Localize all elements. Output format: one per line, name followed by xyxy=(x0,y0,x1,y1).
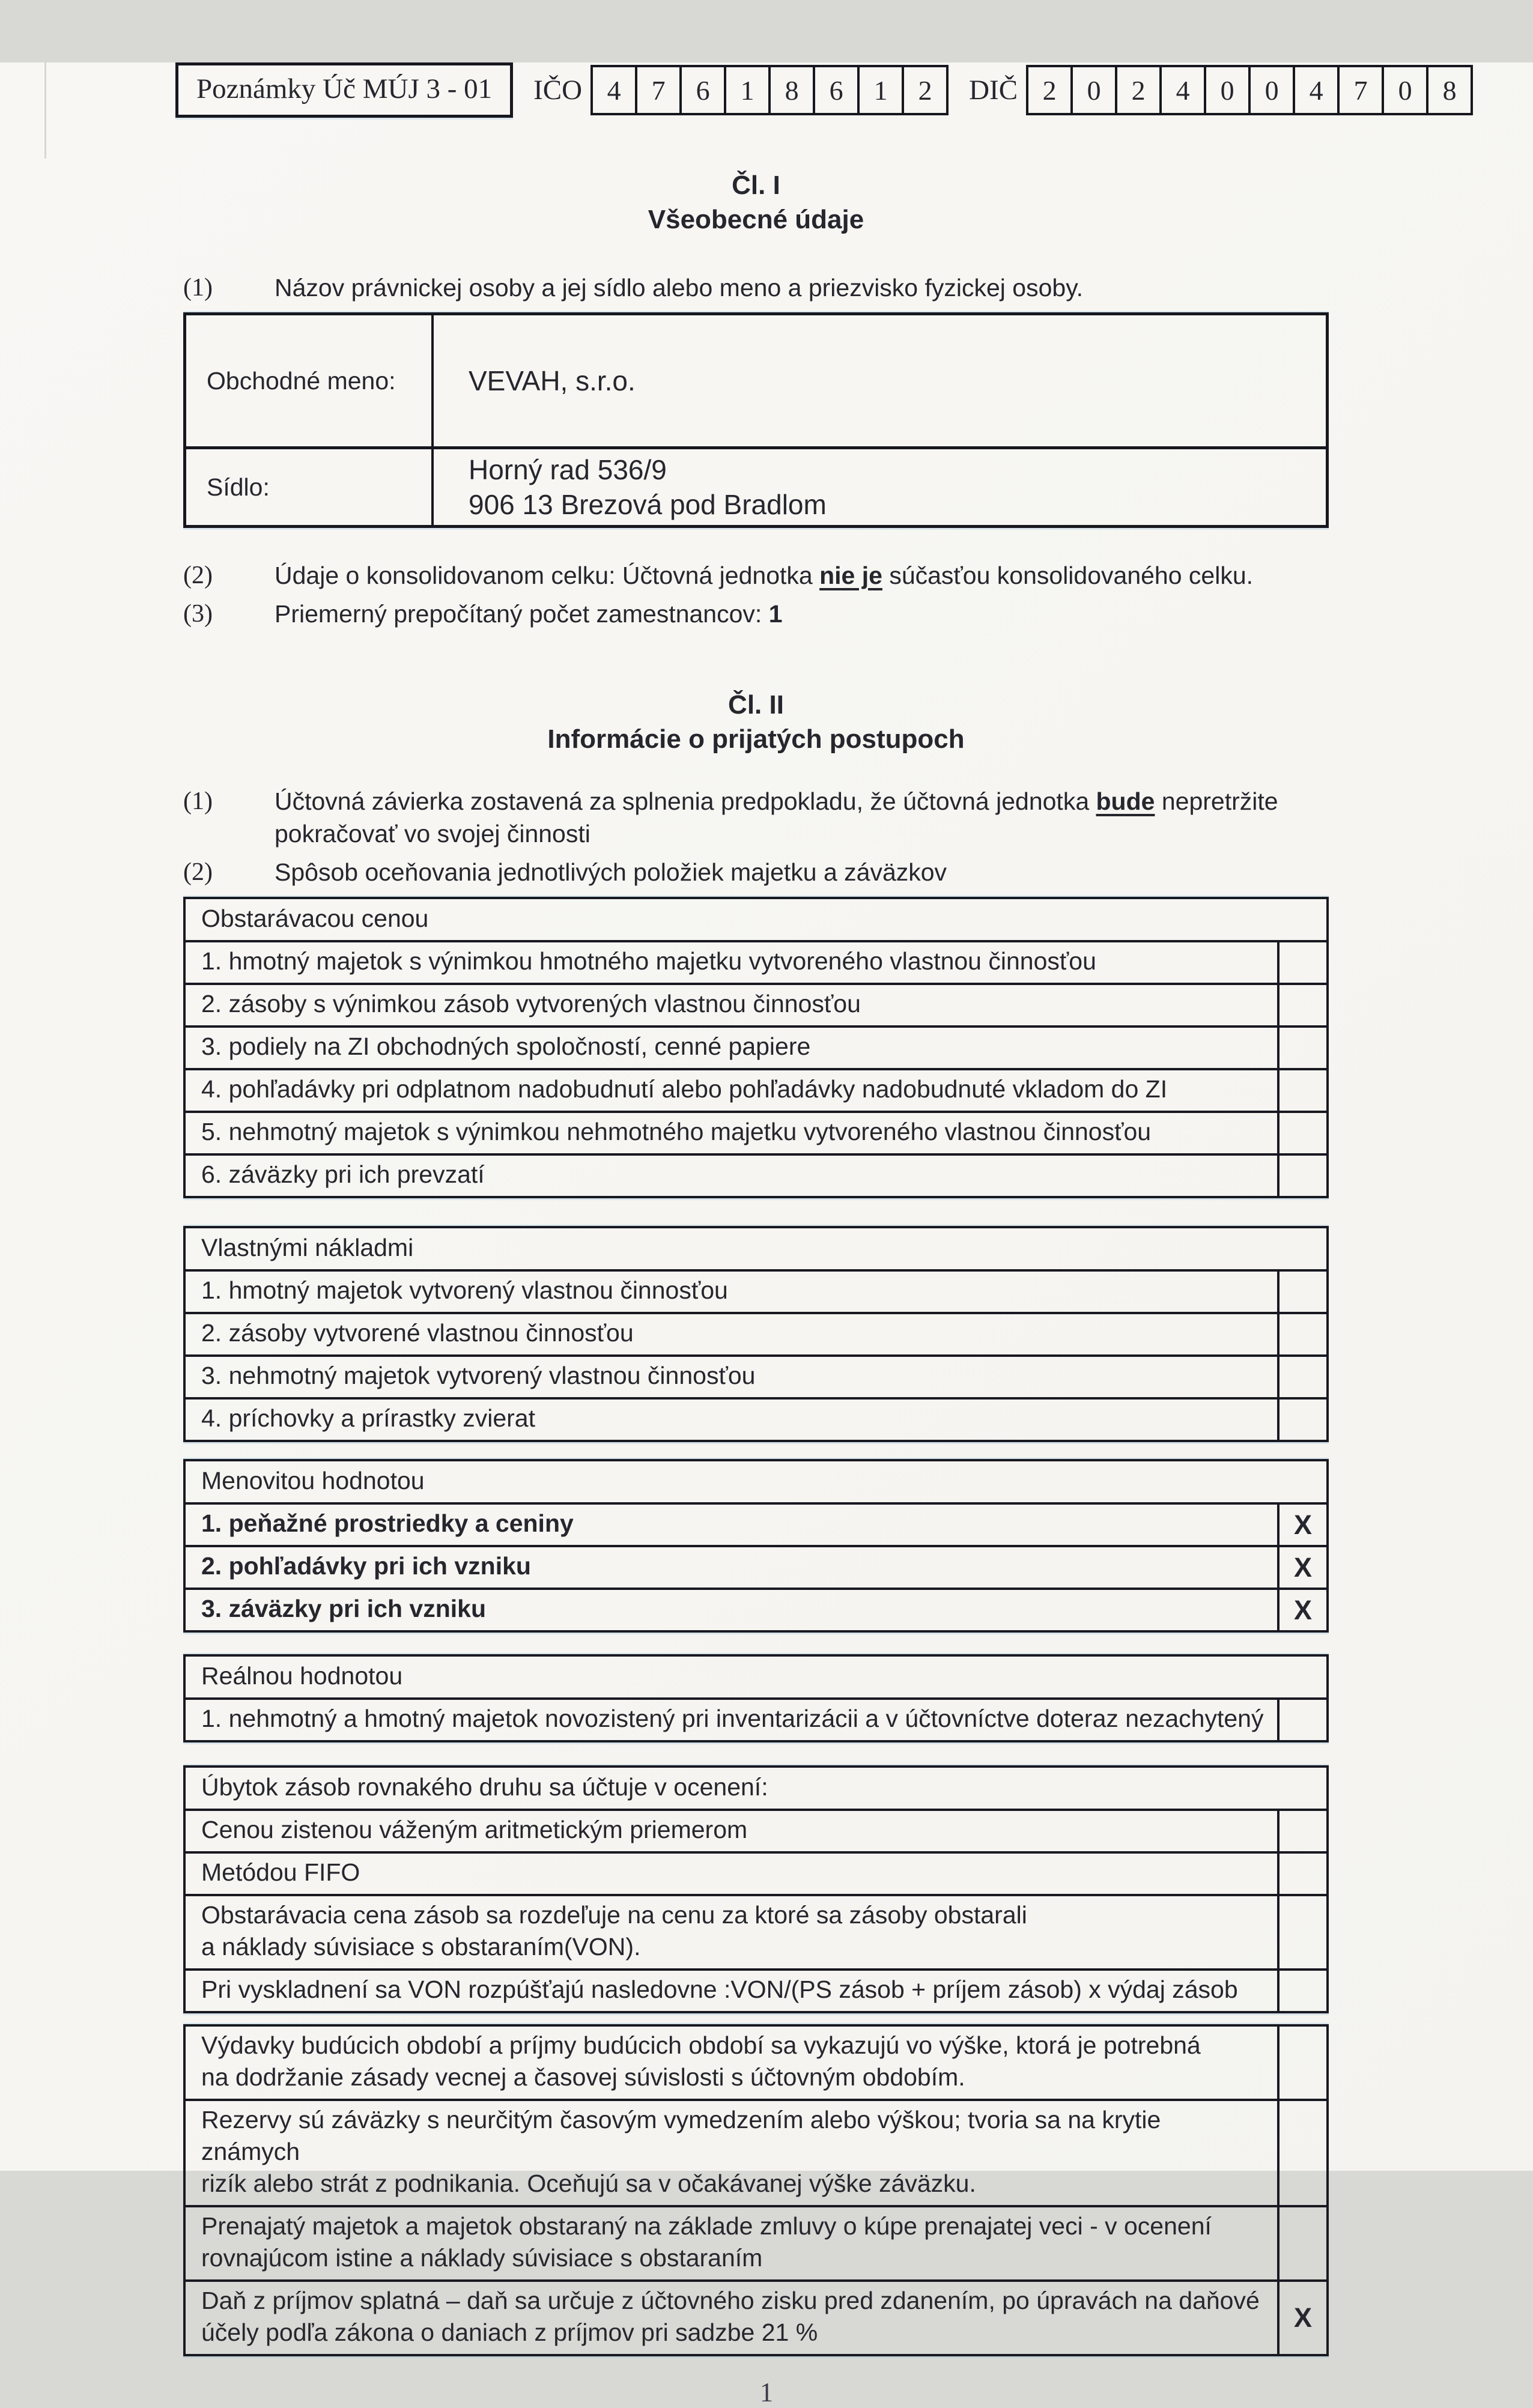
item-number: (2) xyxy=(183,858,213,886)
article2-item1 xyxy=(183,785,1329,850)
digit-cell: 0 xyxy=(1070,65,1117,115)
item-text xyxy=(275,559,1253,592)
checkbox-mark: X xyxy=(1293,1551,1312,1583)
checkbox-cell xyxy=(1277,1028,1326,1068)
row-text-line: a náklady súvisiace s obstaraním(VON). xyxy=(201,1933,641,1961)
article1-item1 xyxy=(183,271,1329,304)
company-name-label: Obchodné meno: xyxy=(186,315,434,446)
checkbox-mark: X xyxy=(1293,1594,1312,1625)
digit-cell: 6 xyxy=(679,65,726,115)
digit-cell: 1 xyxy=(724,65,771,115)
checkbox-cell xyxy=(1277,1590,1326,1630)
row-text xyxy=(186,1113,1277,1153)
article2-item2 xyxy=(183,856,1329,888)
form-code-box: Poznámky Úč MÚJ 3 - 01 xyxy=(175,62,513,118)
seat-line2: 906 13 Brezová pod Bradlom xyxy=(469,489,827,520)
table-row xyxy=(186,1153,1326,1196)
digit-cell: 2 xyxy=(902,65,949,115)
row-text-line: rovnajúcom istine a náklady súvisiace s obstaraním xyxy=(201,2244,763,2272)
own-costs-table xyxy=(183,1226,1329,1442)
table-header-label: Obstarávacou cenou xyxy=(201,905,429,932)
row-text-line: 4. príchovky a prírastky zvierat xyxy=(201,1404,535,1432)
row-text xyxy=(186,1811,1277,1851)
table-row xyxy=(186,1588,1326,1630)
digit-cell: 0 xyxy=(1382,65,1428,115)
real-value-table xyxy=(183,1654,1329,1742)
digit-cell: 4 xyxy=(590,65,637,115)
row-text xyxy=(186,1070,1277,1111)
row-text xyxy=(186,1590,1277,1630)
article2-title: Čl. II xyxy=(728,690,784,720)
row-text-line: 3. podiely na ZI obchodných spoločností, cenné papiere xyxy=(201,1033,811,1060)
other-policies-table xyxy=(183,2024,1329,2356)
row-text xyxy=(186,1400,1277,1440)
row-text-line: 1. hmotný majetok vytvorený vlastnou činnosťou xyxy=(201,1276,728,1304)
item-text: Spôsob oceňovania jednotlivých položiek majetku a záväzkov xyxy=(275,858,947,886)
table-row xyxy=(186,1502,1326,1545)
article2-heading xyxy=(183,688,1329,756)
table-header-row xyxy=(186,1228,1326,1269)
item-text xyxy=(275,785,1278,850)
company-name-row xyxy=(186,315,1326,446)
row-text-line: 1. nehmotný a hmotný majetok novozistený pri inventarizácii a v účtovníctve doteraz nezachytený xyxy=(201,1705,1264,1732)
checkbox-cell xyxy=(1277,1896,1326,1968)
item-number: (1) xyxy=(183,787,213,815)
ico-label: IČO xyxy=(533,74,583,106)
table-row xyxy=(186,2027,1326,2099)
row-text xyxy=(186,942,1277,983)
checkbox-cell xyxy=(1277,985,1326,1025)
scanned-form-page xyxy=(0,62,1533,2407)
row-text xyxy=(186,985,1277,1025)
row-text xyxy=(186,2101,1277,2205)
digit-cell: 0 xyxy=(1248,65,1295,115)
scan-artifact xyxy=(44,62,46,159)
article1-item3 xyxy=(183,598,1329,630)
digit-cell: 7 xyxy=(1337,65,1384,115)
company-table xyxy=(183,312,1329,528)
table-header-row xyxy=(186,1768,1326,1809)
item1-line2: pokračovať vo svojej činnosti xyxy=(275,820,590,848)
item-number: (3) xyxy=(183,600,213,628)
checkbox-cell xyxy=(1277,1547,1326,1588)
checkbox-cell xyxy=(1277,1357,1326,1397)
row-text-line: Pri vyskladnení sa VON rozpúšťajú nasledovne :VON/(PS zásob + príjem zásob) x výdaj zásob xyxy=(201,1976,1238,2003)
table-header-row xyxy=(186,899,1326,940)
form-header xyxy=(175,62,1533,118)
digit-cell: 4 xyxy=(1159,65,1206,115)
digit-cell: 7 xyxy=(635,65,682,115)
table-row xyxy=(186,1697,1326,1740)
nominal-value-table xyxy=(183,1459,1329,1633)
checkbox-cell xyxy=(1277,2027,1326,2099)
checkbox-cell xyxy=(1277,1156,1326,1196)
row-text xyxy=(186,1272,1277,1312)
item2-prefix: Údaje o konsolidovanom celku: Účtovná jednotka xyxy=(275,562,820,589)
row-text-line: Prenajatý majetok a majetok obstaraný na základe zmluvy o kúpe prenajatej veci - v ocenení xyxy=(201,2212,1212,2240)
row-text xyxy=(186,1700,1277,1740)
digit-cell: 4 xyxy=(1293,65,1340,115)
row-text xyxy=(186,2027,1277,2099)
acquisition-cost-table xyxy=(183,897,1329,1198)
row-text xyxy=(186,2207,1277,2279)
row-text xyxy=(186,1156,1277,1196)
item1-prefix: Účtovná závierka zostavená za splnenia predpokladu, že účtovná jednotka xyxy=(275,787,1096,815)
row-text-line: na dodržanie zásady vecnej a časovej súvislosti s účtovným obdobím. xyxy=(201,2063,965,2091)
row-text-line: 2. zásoby vytvorené vlastnou činnosťou xyxy=(201,1319,634,1347)
table-row xyxy=(186,2205,1326,2279)
row-text xyxy=(186,2282,1277,2354)
checkbox-cell xyxy=(1277,1070,1326,1111)
table-row xyxy=(186,1545,1326,1588)
table-header-label: Vlastnými nákladmi xyxy=(201,1234,414,1261)
item-text xyxy=(275,598,783,630)
table-row xyxy=(186,1111,1326,1153)
row-text-line: 2. zásoby s výnimkou zásob vytvorených vlastnou činnosťou xyxy=(201,990,861,1017)
table-row xyxy=(186,940,1326,983)
checkbox-cell xyxy=(1277,1811,1326,1851)
digit-cell: 8 xyxy=(1426,65,1473,115)
row-text-line: Cenou zistenou váženým aritmetickým priemerom xyxy=(201,1816,748,1843)
table-row xyxy=(186,1851,1326,1894)
table-header-label: Úbytok zásob rovnakého druhu sa účtuje v ocenení: xyxy=(201,1773,768,1801)
digit-cell: 6 xyxy=(813,65,860,115)
checkbox-mark: X xyxy=(1293,2302,1312,2333)
table-row xyxy=(186,1354,1326,1397)
stock-depletion-table xyxy=(183,1765,1329,2013)
table-header-row xyxy=(186,1657,1326,1697)
row-text-line: 4. pohľadávky pri odplatnom nadobudnutí alebo pohľadávky nadobudnuté vkladom do ZI xyxy=(201,1075,1168,1103)
row-text xyxy=(186,1854,1277,1894)
item1-emphasis: bude xyxy=(1096,787,1155,815)
employee-count: 1 xyxy=(768,600,783,628)
row-text-line: Výdavky budúcich období a príjmy budúcich období sa vykazujú vo výške, ktorá je potrebná xyxy=(201,2031,1201,2059)
table-row xyxy=(186,1269,1326,1312)
row-text xyxy=(186,1971,1277,2011)
row-text-line: 1. peňažné prostriedky a ceniny xyxy=(201,1509,574,1537)
table-row xyxy=(186,1025,1326,1068)
digit-cell: 0 xyxy=(1204,65,1251,115)
checkbox-cell xyxy=(1277,1971,1326,2011)
company-seat-row xyxy=(186,446,1326,525)
table-header-label: Reálnou hodnotou xyxy=(201,1662,403,1690)
item2-suffix: súčasťou konsolidovaného celku. xyxy=(882,562,1254,589)
dic-label: DIČ xyxy=(969,74,1018,106)
row-text-line: rizík alebo strát z podnikania. Oceňujú sa v očakávanej výške záväzku. xyxy=(201,2170,976,2197)
row-text-line: 5. nehmotný majetok s výnimkou nehmotného majetku vytvoreného vlastnou činnosťou xyxy=(201,1118,1152,1145)
row-text-line: 3. záväzky pri ich vzniku xyxy=(201,1595,486,1622)
checkbox-cell xyxy=(1277,1272,1326,1312)
table-row xyxy=(186,983,1326,1025)
item1-suffix: nepretržite xyxy=(1155,787,1278,815)
row-text xyxy=(186,1547,1277,1588)
row-text xyxy=(186,1028,1277,1068)
company-seat-label: Sídlo: xyxy=(186,449,434,525)
item-text: Názov právnickej osoby a jej sídlo alebo meno a priezvisko fyzickej osoby. xyxy=(275,274,1084,302)
row-text xyxy=(186,1896,1277,1968)
row-text-line: Rezervy sú záväzky s neurčitým časovým vymedzením alebo výškou; tvoria sa na krytie známych xyxy=(201,2106,1161,2165)
table-row xyxy=(186,1894,1326,1968)
row-text xyxy=(186,1505,1277,1545)
item2-emphasis: nie je xyxy=(819,562,882,589)
checkbox-cell xyxy=(1277,1400,1326,1440)
checkbox-cell xyxy=(1277,1700,1326,1740)
row-text-line: 2. pohľadávky pri ich vzniku xyxy=(201,1552,531,1580)
row-text xyxy=(186,1314,1277,1354)
article2-subtitle: Informácie o prijatých postupoch xyxy=(547,724,965,754)
ico-digit-boxes xyxy=(590,65,949,115)
checkbox-cell xyxy=(1277,2207,1326,2279)
seat-line1: Horný rad 536/9 xyxy=(469,454,667,485)
article1-item2 xyxy=(183,559,1329,592)
checkbox-cell xyxy=(1277,2101,1326,2205)
table-header-row xyxy=(186,1461,1326,1502)
checkbox-cell xyxy=(1277,942,1326,983)
checkbox-cell xyxy=(1277,1113,1326,1153)
table-row xyxy=(186,2099,1326,2205)
item-number: (1) xyxy=(183,274,213,302)
checkbox-cell xyxy=(1277,1854,1326,1894)
checkbox-cell xyxy=(1277,2282,1326,2354)
checkbox-cell xyxy=(1277,1505,1326,1545)
table-header-label: Menovitou hodnotou xyxy=(201,1467,425,1494)
digit-cell: 8 xyxy=(768,65,815,115)
digit-cell: 2 xyxy=(1115,65,1162,115)
table-row xyxy=(186,1809,1326,1851)
row-text-line: Metódou FIFO xyxy=(201,1858,360,1886)
item-number: (2) xyxy=(183,562,213,589)
company-name-value: VEVAH, s.r.o. xyxy=(469,365,636,396)
article1-subtitle: Všeobecné údaje xyxy=(648,205,864,234)
row-text-line: 1. hmotný majetok s výnimkou hmotného majetku vytvoreného vlastnou činnosťou xyxy=(201,947,1096,975)
table-row xyxy=(186,2279,1326,2354)
table-row xyxy=(186,1312,1326,1354)
item1-line1 xyxy=(275,785,1278,817)
article1-heading xyxy=(183,168,1329,237)
row-text-line: Obstarávacia cena zásob sa rozdeľuje na cenu za ktoré sa zásoby obstarali xyxy=(201,1901,1027,1929)
digit-cell: 1 xyxy=(857,65,904,115)
table-row xyxy=(186,1397,1326,1440)
company-seat-value xyxy=(434,449,827,525)
table-row xyxy=(186,1968,1326,2011)
row-text xyxy=(186,1357,1277,1397)
table-row xyxy=(186,1068,1326,1111)
checkbox-mark: X xyxy=(1293,1509,1312,1540)
item3-prefix: Priemerný prepočítaný počet zamestnancov: xyxy=(275,600,769,628)
row-text-line: 3. nehmotný majetok vytvorený vlastnou činnosťou xyxy=(201,1362,756,1389)
dic-digit-boxes xyxy=(1026,65,1473,115)
row-text-line: 6. záväzky pri ich prevzatí xyxy=(201,1160,485,1188)
digit-cell: 2 xyxy=(1026,65,1073,115)
page-number: 1 xyxy=(759,2377,774,2407)
checkbox-cell xyxy=(1277,1314,1326,1354)
article1-title: Čl. I xyxy=(732,171,780,200)
row-text-line: účely podľa zákona o daniach z príjmov pri sadzbe 21 % xyxy=(201,2319,818,2346)
row-text-line: Daň z príjmov splatná – daň sa určuje z účtovného zisku pred zdanením, po úpravách na daňové xyxy=(201,2287,1260,2314)
